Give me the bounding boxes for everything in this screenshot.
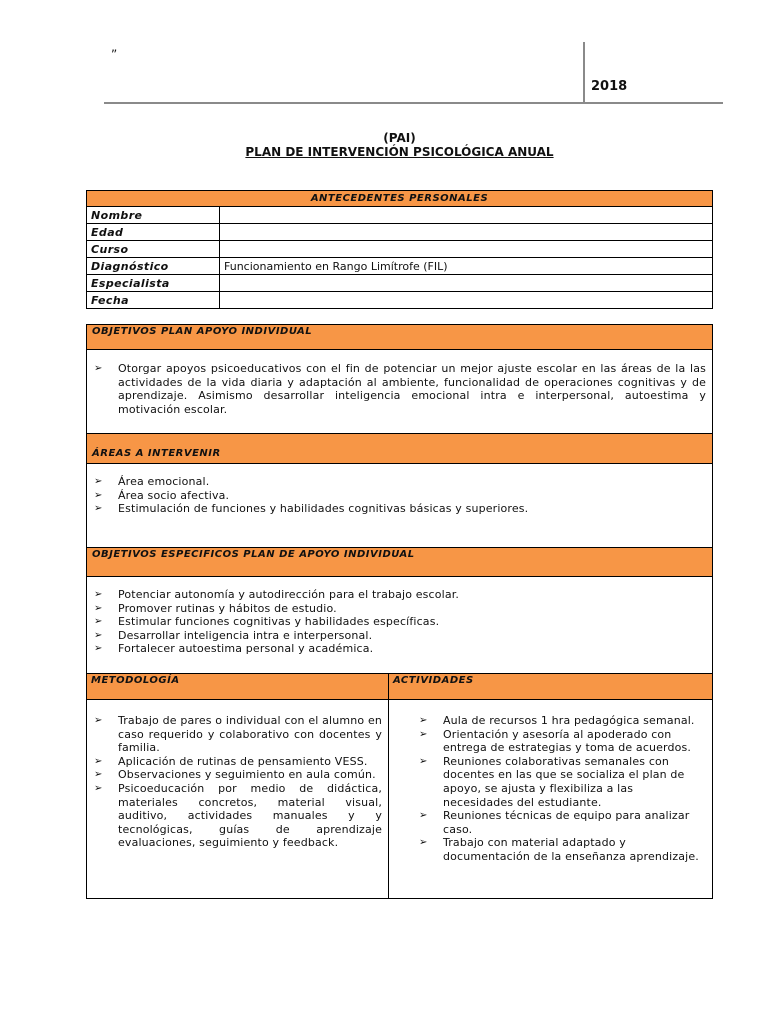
table-row bbox=[87, 224, 713, 241]
objetivos-list bbox=[87, 362, 712, 416]
list-item: ➢ Estimular funciones cognitivas y habilidades específicas. bbox=[118, 615, 706, 629]
metodologia-list bbox=[87, 714, 389, 850]
year-label: 2018 bbox=[591, 79, 628, 94]
field-value-curso bbox=[220, 241, 713, 258]
table-row bbox=[87, 207, 713, 224]
list-item: ➢ Trabajo con material adaptado y documentación de la enseñanza aprendizaje. bbox=[443, 836, 704, 863]
field-label-nombre: Nombre bbox=[87, 207, 220, 224]
list-item: ➢ Aula de recursos 1 hra pedagógica semanal. bbox=[443, 714, 704, 728]
document-title bbox=[86, 131, 713, 159]
especificos-heading: OBJETIVOS ESPECIFICOS PLAN DE APOYO INDIVIDUAL bbox=[87, 548, 712, 577]
list-item: ➢ Estimulación de funciones y habilidades cognitivas básicas y superiores. bbox=[118, 502, 706, 516]
objetivos-section bbox=[86, 324, 713, 434]
field-label-fecha: Fecha bbox=[87, 292, 220, 309]
antecedentes-heading: ANTECEDENTES PERSONALES bbox=[87, 191, 713, 207]
antecedentes-table bbox=[86, 190, 713, 309]
list-item: ➢ Orientación y asesoría al apoderado con entrega de estrategias y toma de acuerdos. bbox=[443, 728, 704, 755]
table-row bbox=[87, 275, 713, 292]
actividades-list bbox=[389, 714, 712, 864]
table-row bbox=[87, 258, 713, 275]
areas-heading: ÁREAS A INTERVENIR bbox=[87, 434, 712, 464]
header-rule bbox=[104, 102, 723, 104]
metodologia-actividades-section bbox=[86, 673, 713, 899]
especificos-list bbox=[87, 588, 712, 656]
objetivos-heading: OBJETIVOS PLAN APOYO INDIVIDUAL bbox=[87, 325, 712, 350]
field-value-nombre bbox=[220, 207, 713, 224]
list-item: ➢ Potenciar autonomía y autodirección para el trabajo escolar. bbox=[118, 588, 706, 602]
metodologia-heading: METODOLOGÍA bbox=[87, 674, 389, 700]
field-label-edad: Edad bbox=[87, 224, 220, 241]
field-label-diagnostico: Diagnóstico bbox=[87, 258, 220, 275]
table-row bbox=[87, 241, 713, 258]
list-item: ➢ Trabajo de pares o individual con el alumno en caso requerido y colaborativo con docentes y familia. bbox=[118, 714, 382, 755]
list-item: ➢ Aplicación de rutinas de pensamiento VESS. bbox=[118, 755, 382, 769]
header-mark: „ bbox=[111, 40, 118, 54]
areas-section bbox=[86, 433, 713, 548]
field-value-fecha bbox=[220, 292, 713, 309]
areas-list bbox=[87, 475, 712, 516]
list-item: ➢ Área emocional. bbox=[118, 475, 706, 489]
list-item: ➢ Otorgar apoyos psicoeducativos con el fin de potenciar un mejor ajuste escolar en las áreas de la las actividades de la vida diaria y adaptación al ambiente, funcionalidad de operaciones cognitivas y de aprendizaje. Asimismo desarrollar inteligencia emocional intra e interpersonal, autoestima y motivación escolar. bbox=[118, 362, 706, 416]
header-divider bbox=[583, 42, 585, 104]
field-label-especialista: Especialista bbox=[87, 275, 220, 292]
list-item: ➢ Área socio afectiva. bbox=[118, 489, 706, 503]
actividades-heading: ACTIVIDADES bbox=[389, 674, 712, 700]
table-row bbox=[87, 292, 713, 309]
title-abbr: (PAI) bbox=[383, 131, 416, 145]
list-item: ➢ Psicoeducación por medio de didáctica, materiales concretos, material visual, auditivo, actividades manuales y y tecnológicas, guías de aprendizaje evaluaciones, seguimiento y feedback. bbox=[118, 782, 382, 850]
list-item: ➢ Promover rutinas y hábitos de estudio. bbox=[118, 602, 706, 616]
field-value-edad bbox=[220, 224, 713, 241]
list-item: ➢ Desarrollar inteligencia intra e interpersonal. bbox=[118, 629, 706, 643]
especificos-section bbox=[86, 547, 713, 674]
field-label-curso: Curso bbox=[87, 241, 220, 258]
field-value-especialista bbox=[220, 275, 713, 292]
list-item: ➢ Reuniones técnicas de equipo para analizar caso. bbox=[443, 809, 704, 836]
list-item: ➢ Fortalecer autoestima personal y académica. bbox=[118, 642, 706, 656]
list-item: ➢ Observaciones y seguimiento en aula común. bbox=[118, 768, 382, 782]
field-value-diagnostico: Funcionamiento en Rango Limítrofe (FIL) bbox=[220, 258, 713, 275]
title-main: PLAN DE INTERVENCIÓN PSICOLÓGICA ANUAL bbox=[245, 145, 554, 159]
list-item: ➢ Reuniones colaborativas semanales con docentes en las que se socializa el plan de apoyo, se ajusta y flexibiliza a las necesidades del estudiante. bbox=[443, 755, 704, 809]
